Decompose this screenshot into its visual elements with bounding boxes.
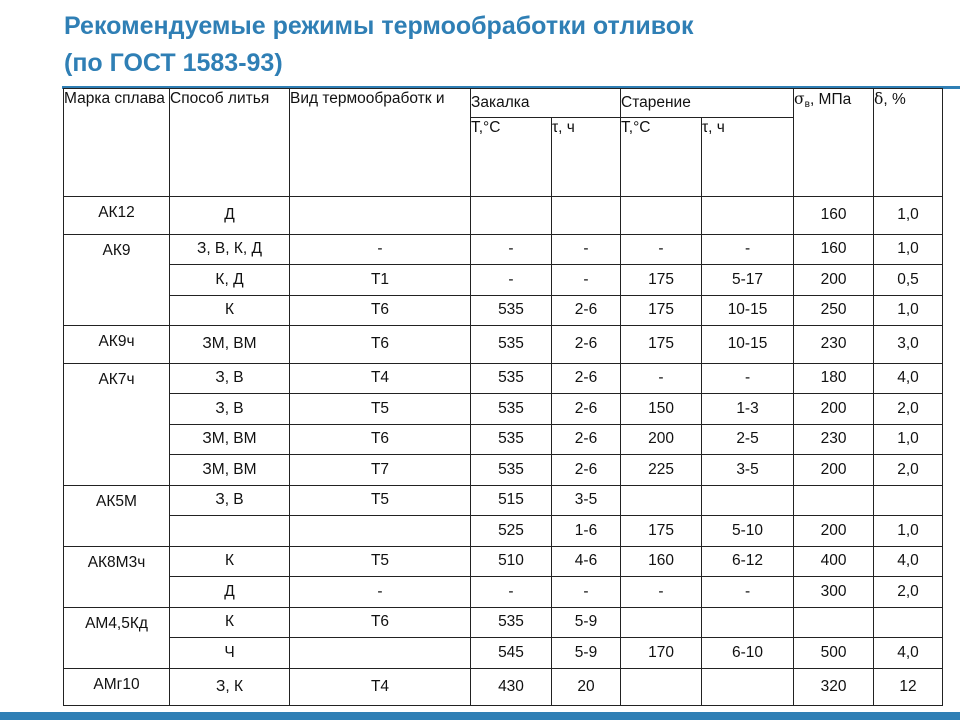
treatment-cell: - (290, 577, 471, 608)
casting-cell: К (170, 546, 290, 577)
strength-cell: 160 (794, 234, 874, 265)
aging-temp-cell (621, 197, 702, 235)
treatment-cell (290, 197, 471, 235)
alloy-cell: АК7ч (64, 363, 170, 485)
heat-treatment-table (63, 88, 943, 706)
strength-cell (794, 485, 874, 516)
footer-bar (0, 712, 960, 720)
casting-cell: К, Д (170, 265, 290, 296)
strength-cell: 200 (794, 394, 874, 425)
treatment-cell (290, 516, 471, 547)
aging-temp-cell: 200 (621, 424, 702, 455)
alloy-cell: АК5М (64, 485, 170, 546)
elongation-cell (874, 485, 943, 516)
alloy-cell: АК9ч (64, 326, 170, 364)
aging-time-cell: 3-5 (702, 455, 794, 486)
aging-time-cell: 6-10 (702, 638, 794, 669)
treatment-cell: Т4 (290, 363, 471, 394)
title-line-1: Рекомендуемые режимы термообработки отливок (64, 12, 694, 40)
table-row (64, 197, 943, 235)
aging-time-cell: 6-12 (702, 546, 794, 577)
quench-time-cell: - (552, 234, 621, 265)
casting-cell: К (170, 295, 290, 326)
header-alloy: Марка сплава (64, 89, 170, 197)
strength-cell (794, 607, 874, 638)
strength-unit: , МПа (809, 91, 852, 108)
aging-time-cell (702, 485, 794, 516)
header-treatment-type: Вид термообработк и (290, 89, 471, 197)
aging-temp-cell (621, 485, 702, 516)
treatment-cell: Т1 (290, 265, 471, 296)
casting-cell: Д (170, 197, 290, 235)
elongation-cell: 2,0 (874, 394, 943, 425)
table-row (64, 326, 943, 364)
elongation-unit: , % (883, 91, 906, 108)
strength-cell: 300 (794, 577, 874, 608)
elongation-cell: 1,0 (874, 424, 943, 455)
aging-time-cell: 2-5 (702, 424, 794, 455)
quench-temp-cell: - (471, 265, 552, 296)
header-elongation (874, 89, 943, 197)
aging-temp-cell: 150 (621, 394, 702, 425)
aging-time-cell: 1-3 (702, 394, 794, 425)
strength-cell: 200 (794, 455, 874, 486)
treatment-cell: Т5 (290, 485, 471, 516)
aging-time-cell: 10-15 (702, 295, 794, 326)
table-row (64, 668, 943, 706)
aging-temp-cell: 175 (621, 295, 702, 326)
header-quenching: Закалка (471, 89, 621, 118)
table-row (64, 424, 943, 455)
alloy-cell: АК8М3ч (64, 546, 170, 607)
elongation-cell: 2,0 (874, 577, 943, 608)
quench-temp-cell: - (471, 234, 552, 265)
quench-time-cell: 2-6 (552, 455, 621, 486)
treatment-cell: Т6 (290, 424, 471, 455)
table-row (64, 363, 943, 394)
quench-time-cell: 3-5 (552, 485, 621, 516)
strength-cell: 500 (794, 638, 874, 669)
sigma-symbol: σ (794, 90, 805, 108)
quench-temp-cell: 430 (471, 668, 552, 706)
aging-temp-cell: - (621, 577, 702, 608)
quench-time-cell: 2-6 (552, 424, 621, 455)
table-row (64, 265, 943, 296)
quench-time-cell: 4-6 (552, 546, 621, 577)
casting-cell: З, В (170, 394, 290, 425)
aging-time-cell (702, 197, 794, 235)
title-line-2: (по ГОСТ 1583-93) (64, 49, 283, 77)
casting-cell: ЗМ, ВМ (170, 455, 290, 486)
alloy-cell: АК12 (64, 197, 170, 235)
aging-temp-cell: 170 (621, 638, 702, 669)
elongation-cell: 0,5 (874, 265, 943, 296)
header-aging: Старение (621, 89, 794, 118)
aging-time-cell: - (702, 577, 794, 608)
aging-time-cell: 5-17 (702, 265, 794, 296)
aging-time-cell: 10-15 (702, 326, 794, 364)
table-row (64, 577, 943, 608)
alloy-cell: АК9 (64, 234, 170, 326)
quench-time-cell: 2-6 (552, 295, 621, 326)
quench-temp-cell: 535 (471, 326, 552, 364)
quench-temp-cell: 515 (471, 485, 552, 516)
aging-temp-cell: 175 (621, 326, 702, 364)
elongation-cell: 4,0 (874, 363, 943, 394)
aging-time-cell: - (702, 363, 794, 394)
table-row (64, 394, 943, 425)
quench-temp-cell: 535 (471, 455, 552, 486)
treatment-cell: Т5 (290, 394, 471, 425)
elongation-cell: 3,0 (874, 326, 943, 364)
table-row (64, 638, 943, 669)
quench-time-cell: 5-9 (552, 638, 621, 669)
aging-temp-cell: 225 (621, 455, 702, 486)
delta-symbol: δ (874, 90, 884, 108)
quench-temp-cell: 535 (471, 295, 552, 326)
casting-cell: З, К (170, 668, 290, 706)
aging-temp-cell (621, 668, 702, 706)
quench-time-cell: 20 (552, 668, 621, 706)
quench-temp-cell: 535 (471, 394, 552, 425)
page-title (64, 8, 944, 82)
table-row (64, 295, 943, 326)
elongation-cell: 1,0 (874, 295, 943, 326)
strength-cell: 160 (794, 197, 874, 235)
elongation-cell: 2,0 (874, 455, 943, 486)
strength-cell: 200 (794, 265, 874, 296)
quench-temp-cell: 535 (471, 424, 552, 455)
quench-temp-cell: 525 (471, 516, 552, 547)
header-quench-time: τ, ч (552, 118, 621, 197)
elongation-cell: 12 (874, 668, 943, 706)
treatment-cell (290, 638, 471, 669)
quench-time-cell (552, 197, 621, 235)
casting-cell: Д (170, 577, 290, 608)
aging-time-cell: - (702, 234, 794, 265)
quench-time-cell: 5-9 (552, 607, 621, 638)
table-row (64, 546, 943, 577)
quench-temp-cell: 535 (471, 363, 552, 394)
strength-cell: 230 (794, 326, 874, 364)
header-tensile-strength (794, 89, 874, 197)
casting-cell: ЗМ, ВМ (170, 326, 290, 364)
treatment-cell: - (290, 234, 471, 265)
table-row (64, 234, 943, 265)
quench-temp-cell: 510 (471, 546, 552, 577)
aging-time-cell (702, 668, 794, 706)
aging-temp-cell: 175 (621, 265, 702, 296)
quench-temp-cell: 545 (471, 638, 552, 669)
header-aging-time: τ, ч (702, 118, 794, 197)
strength-cell: 250 (794, 295, 874, 326)
elongation-cell: 1,0 (874, 197, 943, 235)
strength-cell: 180 (794, 363, 874, 394)
quench-time-cell: 2-6 (552, 326, 621, 364)
casting-cell: ЗМ, ВМ (170, 424, 290, 455)
aging-time-cell: 5-10 (702, 516, 794, 547)
treatment-cell: Т5 (290, 546, 471, 577)
strength-cell: 230 (794, 424, 874, 455)
sigma-subscript: в (804, 99, 810, 110)
casting-cell: З, В, К, Д (170, 234, 290, 265)
quench-time-cell: - (552, 265, 621, 296)
elongation-cell: 4,0 (874, 546, 943, 577)
header-casting-method: Способ литья (170, 89, 290, 197)
casting-cell: З, В (170, 485, 290, 516)
table-row (64, 455, 943, 486)
aging-time-cell (702, 607, 794, 638)
header-quench-temp: Т,°С (471, 118, 552, 197)
header-aging-temp: Т,°С (621, 118, 702, 197)
treatment-cell: Т6 (290, 295, 471, 326)
casting-cell (170, 516, 290, 547)
quench-time-cell: 1-6 (552, 516, 621, 547)
quench-time-cell: 2-6 (552, 394, 621, 425)
casting-cell: З, В (170, 363, 290, 394)
quench-temp-cell: 535 (471, 607, 552, 638)
table-row (64, 485, 943, 516)
treatment-cell: Т4 (290, 668, 471, 706)
aging-temp-cell: 160 (621, 546, 702, 577)
aging-temp-cell: 175 (621, 516, 702, 547)
table-row (64, 516, 943, 547)
elongation-cell: 4,0 (874, 638, 943, 669)
quench-time-cell: 2-6 (552, 363, 621, 394)
treatment-cell: Т6 (290, 326, 471, 364)
casting-cell: Ч (170, 638, 290, 669)
alloy-cell: АМг10 (64, 668, 170, 706)
aging-temp-cell: - (621, 363, 702, 394)
strength-cell: 320 (794, 668, 874, 706)
alloy-cell: АМ4,5Кд (64, 607, 170, 668)
quench-temp-cell: - (471, 577, 552, 608)
elongation-cell: 1,0 (874, 516, 943, 547)
treatment-cell: Т6 (290, 607, 471, 638)
elongation-cell (874, 607, 943, 638)
quench-temp-cell (471, 197, 552, 235)
aging-temp-cell: - (621, 234, 702, 265)
strength-cell: 400 (794, 546, 874, 577)
quench-time-cell: - (552, 577, 621, 608)
table-row (64, 607, 943, 638)
strength-cell: 200 (794, 516, 874, 547)
aging-temp-cell (621, 607, 702, 638)
casting-cell: К (170, 607, 290, 638)
elongation-cell: 1,0 (874, 234, 943, 265)
treatment-cell: Т7 (290, 455, 471, 486)
